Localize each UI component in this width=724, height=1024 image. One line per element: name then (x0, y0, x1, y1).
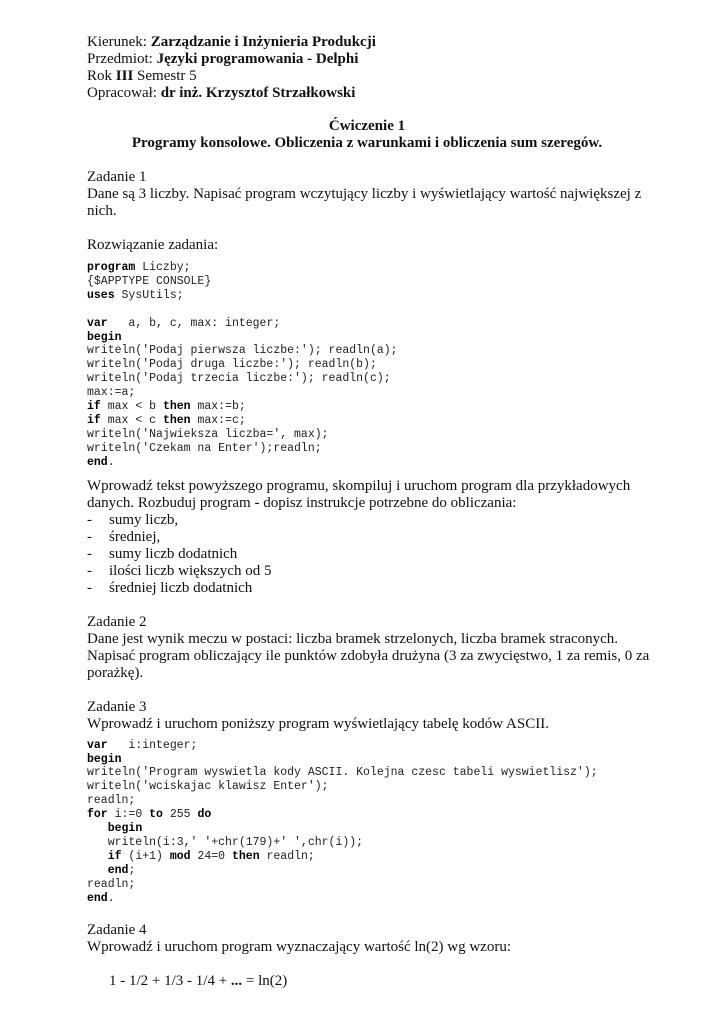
task-1-text: Dane są 3 liczby. Napisać program wczytujący liczby i wyświetlający wartość największej z (87, 186, 642, 202)
code-block-2 (87, 739, 647, 906)
spacer (87, 682, 647, 699)
code-line: var i:integer; (87, 738, 198, 752)
code-line: end. (87, 891, 115, 905)
code-line-blank (87, 303, 647, 317)
spacer (87, 220, 647, 237)
solution-label: Rozwiązanie zadania: (87, 237, 219, 253)
list-item: - sumy liczb dodatnich (87, 545, 238, 562)
code-line: writeln('Podaj druga liczbe:'); readln(b); (87, 358, 377, 372)
list-item: - średniej liczb dodatnich (87, 579, 253, 596)
code-line: writeln('wciskajac klawisz Enter'); (87, 780, 329, 794)
list-item: - średniej, (87, 528, 161, 545)
header-przedmiot: Przedmiot: Języki programowania - Delphi (87, 51, 359, 67)
spacer (87, 905, 647, 922)
task-1-after-text: Wprowadź tekst powyższego programu, skompiluj i uruchom program dla przykładowych (87, 477, 631, 494)
code-line: {$APPTYPE CONSOLE} (87, 274, 212, 288)
task-4-heading: Zadanie 4 (87, 922, 147, 939)
task-2-text: Dane jest wynik meczu w postaci: liczba bramek strzelonych, liczba bramek straconych. (87, 630, 619, 647)
code-line: for i:=0 to 255 do (87, 808, 212, 822)
spacer (87, 956, 647, 973)
task-3-text: Wprowadź i uruchom poniższy program wyświetlający tabelę kodów ASCII. (87, 715, 549, 732)
code-line: writeln('Podaj pierwsza liczbe:'); readln(a); (87, 344, 398, 358)
code-line: if (i+1) mod 24=0 then readln; (107, 849, 315, 863)
code-line: end; (107, 863, 136, 877)
task-1-after-text-cont: danych. Rozbuduj program - dopisz instrukcje potrzebne do obliczania: (87, 494, 517, 511)
task-2-text: Napisać program obliczający ile punktów zdobyła drużyna (3 za zwycięstwo, 1 za remis, 0 za (87, 647, 650, 664)
code-line: readln; (87, 877, 136, 891)
document-page (87, 34, 650, 990)
list-item: - sumy liczb, (87, 511, 179, 528)
code-line: writeln(i:3,' '+chr(179)+' ',chr(i)); (87, 835, 364, 849)
code-line: if max < b then max:=b; (87, 400, 246, 414)
code-line: end. (87, 455, 115, 469)
code-block-1 (87, 261, 647, 470)
code-line: begin (107, 822, 143, 836)
task-3 (87, 699, 647, 906)
list-item: - ilości liczb większych od 5 (87, 562, 272, 579)
spacer (87, 597, 647, 614)
task-2-heading: Zadanie 2 (87, 613, 147, 630)
task-2-text: porażkę). (87, 664, 144, 681)
ln2-formula: 1 - 1/2 + 1/3 - 1/4 + ... = ln(2) (109, 973, 288, 990)
code-line: max:=a; (87, 386, 136, 400)
task-1-heading: Zadanie 1 (87, 169, 147, 185)
task-1-list (87, 512, 647, 597)
code-line: var a, b, c, max: integer; (87, 316, 281, 330)
document-header (87, 34, 647, 102)
code-line: if max < c then max:=c; (87, 413, 246, 427)
task-2 (87, 613, 650, 682)
header-opracowal: Opracował: dr inż. Krzysztof Strzałkowski (87, 85, 356, 101)
code-line: writeln('Czekam na Enter');readln; (87, 441, 322, 455)
spacer (87, 470, 647, 478)
task-3-heading: Zadanie 3 (87, 698, 147, 715)
header-kierunek: Kierunek: Zarządzanie i Inżynieria Produkcji (87, 34, 376, 50)
task-4-text: Wprowadź i uruchom program wyznaczający wartość ln(2) wg wzoru: (87, 939, 511, 956)
code-line: writeln('Najwieksza liczba=', max); (87, 427, 329, 441)
code-line: begin (87, 752, 122, 766)
code-line: readln; (87, 794, 136, 808)
task-1-text-cont: nich. (87, 203, 117, 219)
code-line: uses SysUtils; (87, 288, 184, 302)
code-line: writeln('Podaj trzecia liczbe:'); readln(c); (87, 372, 391, 386)
code-line: begin (87, 330, 122, 344)
header-rok: Rok III Semestr 5 (87, 68, 197, 84)
spacer (87, 254, 647, 261)
task-4 (87, 922, 647, 990)
exercise-title: Ćwiczenie 1 Programy konsolowe. Obliczenia z warunkami i obliczenia sum szeregów. (131, 118, 603, 151)
spacer (87, 102, 647, 118)
code-line: writeln('Program wyswietla kody ASCII. Kolejna czesc tabeli wyswietlisz'); (87, 766, 598, 780)
task-1 (87, 169, 647, 597)
spacer (87, 152, 647, 169)
code-line: program Liczby; (87, 261, 191, 274)
